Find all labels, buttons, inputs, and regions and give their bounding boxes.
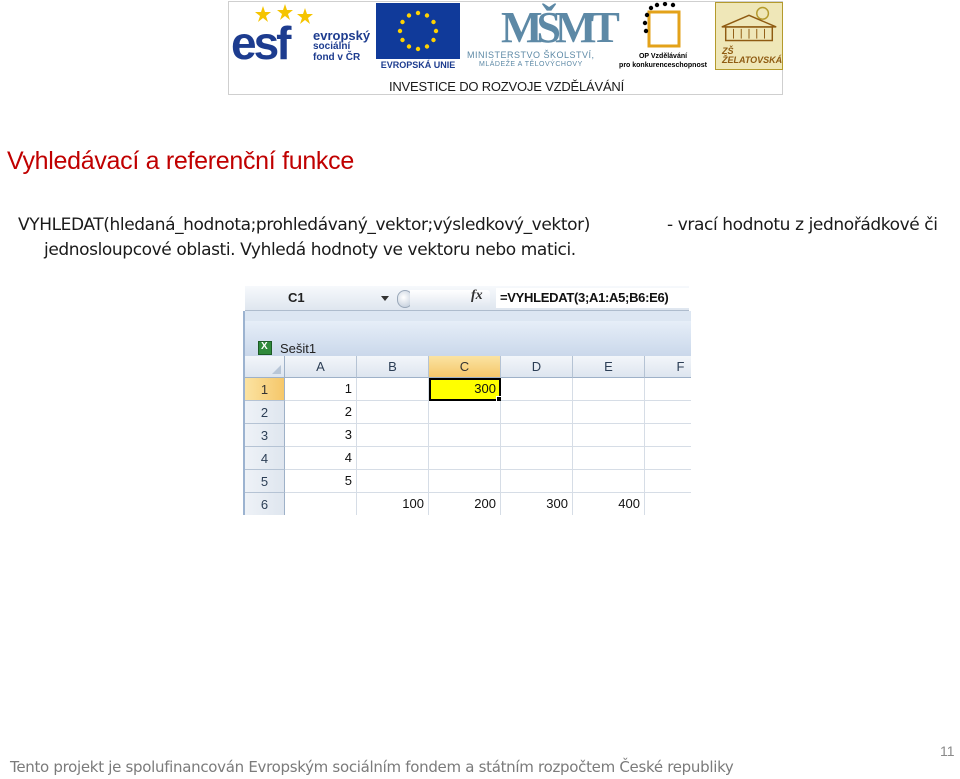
row-header-3[interactable]: 3	[245, 424, 285, 447]
cell-f1[interactable]	[645, 378, 691, 401]
cell-c5[interactable]	[429, 470, 501, 493]
op-line1: OP Vzdělávání	[638, 53, 688, 60]
school-line2: ŽELATOVSKÁ	[722, 55, 783, 65]
cell-b3[interactable]	[357, 424, 429, 447]
cell-f2[interactable]	[645, 401, 691, 424]
column-header-b[interactable]: B	[357, 356, 429, 378]
esf-line1: evropský	[313, 28, 371, 43]
cell-e5[interactable]	[573, 470, 645, 493]
cell-e3[interactable]	[573, 424, 645, 447]
cell-b6[interactable]: 100	[357, 493, 429, 515]
workbook-window	[243, 311, 691, 515]
cell-f6[interactable]	[645, 493, 691, 515]
school-text	[722, 47, 782, 65]
op-text	[615, 52, 711, 70]
function-syntax: VYHLEDAT(hledaná_hodnota;prohledávaný_vektor;výsledkový_vektor)	[18, 215, 590, 235]
workbook-titlebar[interactable]	[245, 321, 691, 357]
cell-f3[interactable]	[645, 424, 691, 447]
cell-f4[interactable]	[645, 447, 691, 470]
cell-d2[interactable]	[501, 401, 573, 424]
esf-line2: sociální	[313, 41, 351, 52]
cell-d6[interactable]: 300	[501, 493, 573, 515]
school-line1: ZŠ	[722, 46, 734, 56]
esf-text	[313, 30, 370, 63]
column-header-f[interactable]: F	[645, 356, 691, 378]
row-header-4[interactable]: 4	[245, 447, 285, 470]
op-logo	[615, 2, 711, 74]
cell-c6[interactable]: 200	[429, 493, 501, 515]
select-all-corner[interactable]	[245, 356, 285, 378]
column-header-d[interactable]: D	[501, 356, 573, 378]
cell-a4[interactable]: 4	[285, 447, 357, 470]
esf-letters: esf	[231, 17, 289, 69]
formula-text: =VYHLEDAT(3;A1:A5;B6:E6)	[500, 290, 669, 305]
cell-c3[interactable]	[429, 424, 501, 447]
school-building-icon	[716, 5, 782, 45]
cell-c4[interactable]	[429, 447, 501, 470]
cell-b4[interactable]	[357, 447, 429, 470]
row-header-6[interactable]: 6	[245, 493, 285, 515]
esf-logo	[229, 2, 374, 74]
eu-flag-icon	[376, 3, 460, 59]
cell-c1[interactable]: 300	[429, 378, 501, 401]
cell-f5[interactable]	[645, 470, 691, 493]
cell-a6[interactable]	[285, 493, 357, 515]
page-number: 11	[940, 743, 955, 759]
footer-text: Tento projekt je spolufinancován Evropským sociálním fondem a státním rozpočtem České republiky	[10, 758, 734, 776]
cell-e2[interactable]	[573, 401, 645, 424]
op-mark-icon	[637, 2, 687, 50]
cell-a5[interactable]: 5	[285, 470, 357, 493]
msmt-mark: MŠMT	[501, 3, 614, 52]
cell-d3[interactable]	[501, 424, 573, 447]
workbook-name: Sešit1	[280, 341, 317, 356]
msmt-line2: MLÁDEŽE A TĚLOVÝCHOVY	[479, 61, 583, 68]
cell-d1[interactable]	[501, 378, 573, 401]
cell-e4[interactable]	[573, 447, 645, 470]
insert-function-icon[interactable]: fx	[471, 288, 483, 303]
cell-d4[interactable]	[501, 447, 573, 470]
cell-b5[interactable]	[357, 470, 429, 493]
formula-input[interactable]	[496, 288, 689, 308]
column-header-e[interactable]: E	[573, 356, 645, 378]
cell-b2[interactable]	[357, 401, 429, 424]
excel-icon	[258, 341, 272, 355]
function-description-start: - vrací hodnotu z jednořádkové či	[667, 215, 938, 235]
cell-a2[interactable]: 2	[285, 401, 357, 424]
name-box[interactable]	[245, 288, 393, 308]
cell-c2[interactable]	[429, 401, 501, 424]
row-header-2[interactable]: 2	[245, 401, 285, 424]
chevron-down-icon[interactable]	[381, 296, 389, 301]
column-header-c[interactable]: C	[429, 356, 501, 378]
cell-d5[interactable]	[501, 470, 573, 493]
cell-e1[interactable]	[573, 378, 645, 401]
slide-title: Vyhledávací a referenční funkce	[7, 147, 354, 175]
column-header-a[interactable]: A	[285, 356, 357, 378]
eu-logo	[376, 3, 460, 73]
cell-a3[interactable]: 3	[285, 424, 357, 447]
cell-b1[interactable]	[357, 378, 429, 401]
school-logo	[715, 2, 783, 70]
row-header-1[interactable]: 1	[245, 378, 285, 401]
logo-banner	[228, 1, 783, 95]
msmt-logo	[465, 2, 615, 74]
cell-a1[interactable]: 1	[285, 378, 357, 401]
esf-line3: fond v ČR	[313, 52, 361, 63]
investice-slogan: INVESTICE DO ROZVOJE VZDĚLÁVÁNÍ	[388, 79, 625, 94]
name-box-value: C1	[288, 290, 305, 305]
function-description-end: jednosloupcové oblasti. Vyhledá hodnoty ve vektoru nebo matici.	[44, 240, 576, 260]
eu-label: EVROPSKÁ UNIE	[380, 60, 456, 70]
op-line2: pro konkurenceschopnost	[619, 62, 707, 69]
row-header-5[interactable]: 5	[245, 470, 285, 493]
formula-bar	[245, 286, 689, 311]
msmt-line1: MINISTERSTVO ŠKOLSTVÍ,	[467, 50, 595, 60]
cell-e6[interactable]: 400	[573, 493, 645, 515]
